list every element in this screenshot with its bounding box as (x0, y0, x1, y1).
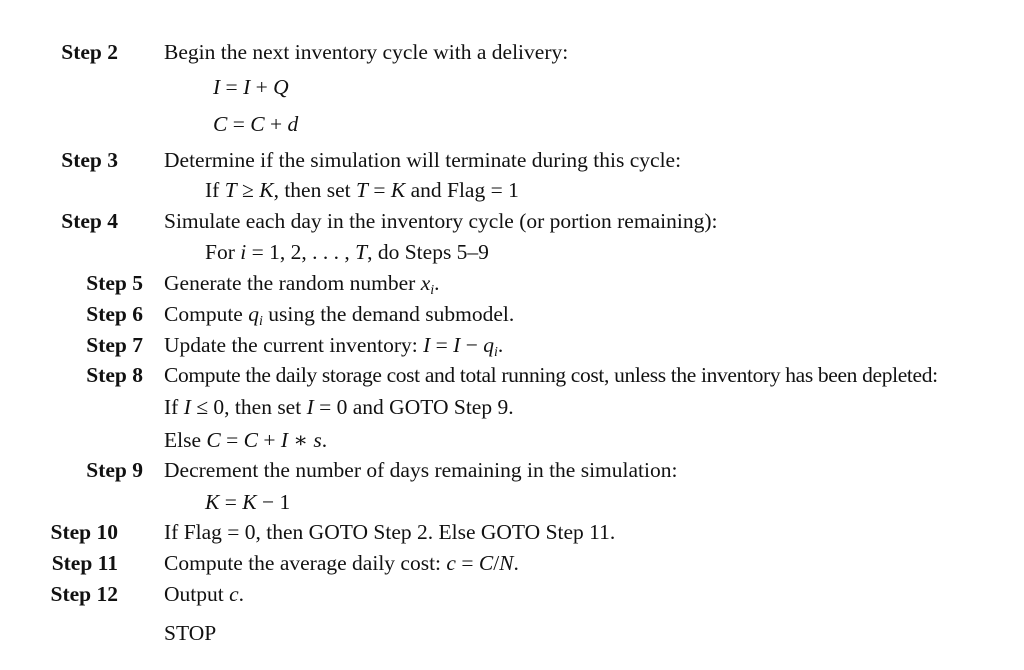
text-segment: , do Steps 5–9 (367, 240, 489, 264)
text-segment: Update the current inventory: (164, 333, 424, 357)
step-text-line (205, 178, 519, 202)
math-subscript: i (430, 283, 435, 298)
step-label: Step 3 (61, 148, 118, 172)
text-segment: Begin the next inventory cycle with a delivery: (164, 40, 569, 64)
math-variable: K (259, 178, 274, 202)
text-segment: Compute the average daily cost: (164, 551, 447, 575)
math-variable: K (242, 490, 257, 514)
math-variable: I (213, 75, 221, 99)
text-segment: and Flag = 1 (405, 178, 519, 202)
math-variable: q (483, 333, 494, 357)
text-segment: If (205, 178, 225, 202)
math-variable: C (243, 428, 258, 452)
step-text-line (164, 520, 615, 544)
math-variable: K (390, 178, 406, 202)
step-text-line (164, 333, 503, 365)
step-text-line (205, 490, 290, 514)
math-variable: C (478, 551, 494, 575)
math-variable: I (423, 333, 431, 357)
text-segment: Output (164, 582, 230, 606)
math-variable: x (420, 271, 431, 295)
math-variable: I (306, 395, 314, 419)
step-text-line (164, 428, 327, 452)
text-segment: + (264, 112, 288, 136)
step-text-line (164, 271, 440, 303)
text-segment: . (497, 333, 504, 357)
stop-line: STOP (164, 621, 217, 645)
text-segment: using the demand submodel. (262, 302, 515, 326)
math-variable: Q (273, 75, 289, 99)
math-variable: c (446, 551, 456, 575)
step-label: Step 9 (86, 458, 143, 482)
text-segment: Compute the daily storage cost and total running cost, unless the inventory has been depleted: (164, 363, 938, 387)
text-segment: For (205, 240, 241, 264)
math-variable: I (183, 395, 191, 419)
step-text-line (205, 240, 489, 264)
text-segment: = (220, 75, 244, 99)
text-segment: = (227, 112, 251, 136)
step-text-line (213, 112, 298, 136)
text-segment: , then set (273, 178, 356, 202)
step-label: Step 4 (61, 209, 118, 233)
step-label: Step 7 (86, 333, 143, 357)
step-label: Step 5 (86, 271, 143, 295)
text-segment: = 1, 2, . . . , (246, 240, 356, 264)
step-text-line (164, 551, 519, 575)
text-segment: = (219, 490, 243, 514)
text-segment: . (321, 428, 328, 452)
step-label: Step 10 (50, 520, 118, 544)
text-segment: Compute (164, 302, 249, 326)
math-subscript: i (258, 314, 263, 329)
text-segment: − 1 (256, 490, 291, 514)
math-variable: I (280, 428, 289, 452)
text-segment: Else (164, 428, 207, 452)
text-segment: Simulate each day in the inventory cycle (or portion remaining): (164, 209, 718, 233)
text-segment: + (250, 75, 274, 99)
step-text-line (213, 75, 289, 99)
text-segment: = (220, 428, 244, 452)
text-segment: ≤ 0, then set (190, 395, 307, 419)
step-label: Step 6 (86, 302, 143, 326)
math-variable: C (213, 112, 228, 136)
math-variable: c (229, 582, 239, 606)
step-label: Step 8 (86, 363, 143, 387)
step-text-line (164, 40, 568, 64)
step-label: Step 12 (50, 582, 118, 606)
text-segment: Decrement the number of days remaining in the simulation: (164, 458, 678, 482)
step-text-line (164, 302, 514, 334)
math-subscript: i (493, 345, 498, 360)
text-segment: Generate the random number (164, 271, 421, 295)
math-variable: I (243, 75, 251, 99)
step-label: Step 11 (51, 551, 118, 575)
math-variable: q (248, 302, 259, 326)
math-variable: T (224, 178, 237, 202)
text-segment: = 0 and GOTO Step 9. (313, 395, 514, 419)
text-segment: If Flag = 0, then GOTO Step 2. Else GOTO Step 11. (164, 520, 616, 544)
step-text-line (164, 148, 681, 172)
math-variable: i (240, 240, 247, 264)
step-text-line (164, 582, 244, 606)
text-segment: − (460, 333, 484, 357)
step-text-line (164, 209, 717, 233)
text-segment: ≥ (236, 178, 260, 202)
text-segment: . (513, 551, 519, 575)
text-segment: ∗ (288, 428, 314, 452)
text-segment: . (238, 582, 245, 606)
math-variable: C (206, 428, 221, 452)
text-segment: = (367, 178, 391, 202)
math-variable: T (355, 240, 368, 264)
step-text-line (164, 458, 677, 482)
math-variable: I (453, 333, 461, 357)
math-variable: d (287, 112, 299, 136)
text-segment: Determine if the simulation will terminate during this cycle: (164, 148, 682, 172)
text-segment: = (455, 551, 479, 575)
math-variable: N (499, 551, 514, 575)
math-variable: C (250, 112, 265, 136)
text-segment: If (164, 395, 184, 419)
text-segment: = (430, 333, 454, 357)
text-segment: + (257, 428, 281, 452)
math-variable: T (355, 178, 368, 202)
math-variable: K (205, 490, 220, 514)
text-segment: . (434, 271, 440, 295)
step-label: Step 2 (61, 40, 118, 64)
step-text-line (164, 395, 514, 419)
text-segment: / (493, 551, 500, 575)
step-text-line (164, 363, 938, 387)
math-variable: s (313, 428, 322, 452)
